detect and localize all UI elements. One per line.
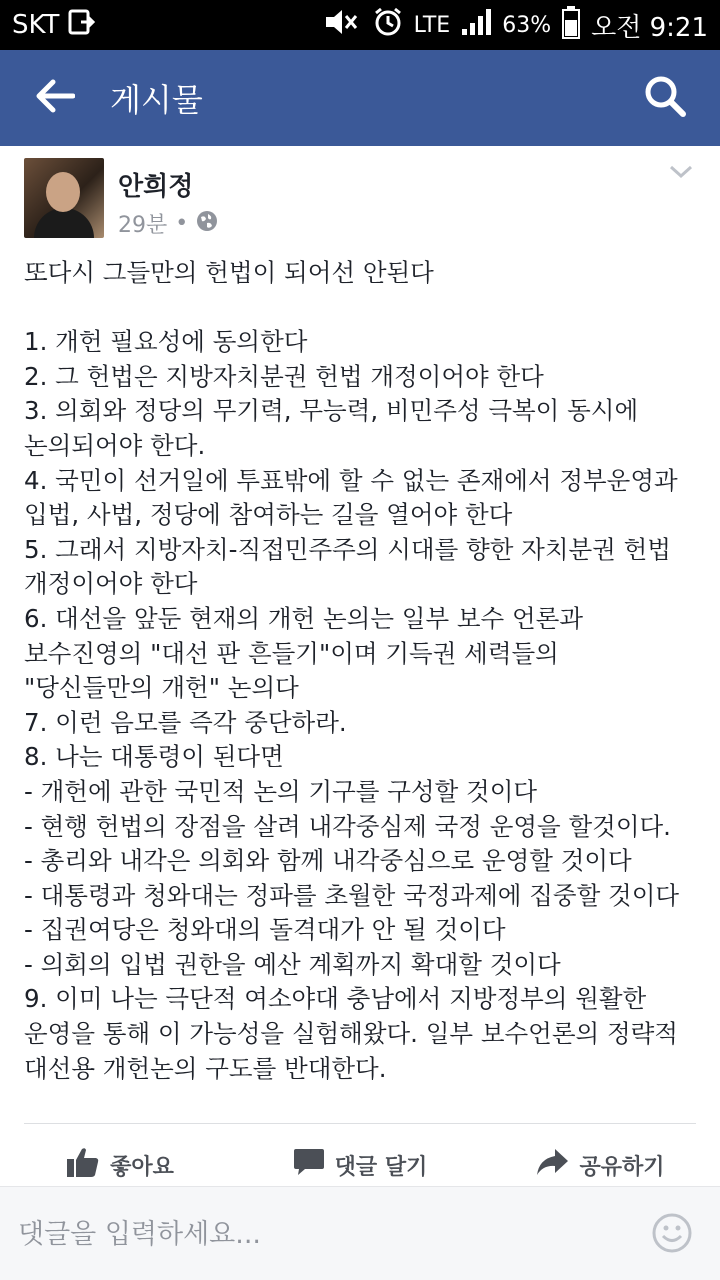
post-time[interactable]: 29분 xyxy=(118,213,168,238)
post-text-line: 5. 그래서 지방자치-직접민주주의 시대를 향한 자치분권 헌법 xyxy=(24,534,671,564)
status-left xyxy=(12,7,97,44)
post-actions xyxy=(0,1140,720,1190)
post-text-line: 입법, 사법, 정당에 참여하는 길을 열어야 한다 xyxy=(24,500,513,530)
globe-icon xyxy=(196,210,218,238)
post-text-line: 대선용 개헌논의 구도를 반대한다. xyxy=(24,1053,387,1083)
post-text-line: - 의회의 입법 권한을 예산 계획까지 확대할 것이다 xyxy=(24,949,561,979)
like-label: 좋아요 xyxy=(110,1154,174,1180)
share-button[interactable] xyxy=(480,1140,720,1190)
screen-share-icon xyxy=(67,7,97,44)
paragraph-gap xyxy=(24,291,704,326)
post-text-line: 7. 이런 음모를 즉각 중단하라. xyxy=(24,707,347,737)
battery-percent: 63% xyxy=(502,12,552,38)
post-text-line: - 집권여당은 청와대의 돌격대가 안 될 것이다 xyxy=(24,915,506,945)
divider xyxy=(24,1123,696,1124)
share-icon xyxy=(535,1147,569,1183)
post-text-line: 1. 개헌 필요성에 동의한다 xyxy=(24,327,308,357)
search-icon xyxy=(643,74,687,122)
alarm-icon xyxy=(372,6,404,45)
signal-icon xyxy=(460,7,492,44)
back-button[interactable] xyxy=(0,50,110,146)
post-text-line: 3. 의회와 정당의 무기력, 무능력, 비민주성 극복이 동시에 xyxy=(24,396,639,426)
comment-label: 댓글 달기 xyxy=(334,1154,428,1180)
comment-input[interactable] xyxy=(18,1209,618,1259)
comment-icon xyxy=(293,1147,325,1183)
post-text-line: 보수진영의 "대선 판 흔들기"이며 기득권 세력들의 xyxy=(24,638,559,668)
like-button[interactable] xyxy=(0,1140,240,1190)
post-text-line: - 총리와 내각은 의회와 함께 내각중심으로 운영할 것이다 xyxy=(24,846,632,876)
meta-separator: • xyxy=(175,211,189,236)
post-text-line: 운영을 통해 이 가능성을 실험해왔다. 일부 보수언론의 정략적 xyxy=(24,1019,678,1049)
comment-composer xyxy=(0,1186,720,1280)
app-bar xyxy=(0,50,720,146)
thumbs-up-icon xyxy=(66,1146,100,1184)
post-text-line: - 현행 헌법의 장점을 살려 내각중심제 국정 운영을 할것이다. xyxy=(24,811,671,841)
author-name[interactable]: 안희정 xyxy=(118,172,194,202)
post-text-line: - 대통령과 청와대는 정파를 초월한 국정과제에 집중할 것이다 xyxy=(24,880,680,910)
network-label: LTE xyxy=(413,12,451,38)
search-button[interactable] xyxy=(610,50,720,146)
smiley-icon xyxy=(652,1238,692,1257)
clock: 오전 9:21 xyxy=(591,12,708,43)
avatar[interactable] xyxy=(24,158,104,238)
post-text-line: 6. 대선을 앞둔 현재의 개헌 논의는 일부 보수 언론과 xyxy=(24,603,584,633)
chevron-down-icon xyxy=(668,165,694,184)
post-text-line: 또다시 그들만의 헌법이 되어선 안된다 xyxy=(24,258,434,287)
post-text-line: 2. 그 헌법은 지방자치분권 헌법 개정이어야 한다 xyxy=(24,361,544,391)
share-label: 공유하기 xyxy=(579,1154,665,1180)
post-body xyxy=(24,256,704,1086)
comment-button[interactable] xyxy=(240,1140,480,1190)
post-text-line: 개정이어야 한다 xyxy=(24,569,198,599)
post-meta xyxy=(118,208,218,239)
post-header xyxy=(0,146,720,246)
battery-icon xyxy=(561,5,581,46)
mute-icon xyxy=(322,7,362,44)
carrier-label: SKT xyxy=(12,10,60,40)
emoji-button[interactable] xyxy=(652,1213,692,1257)
page-title: 게시물 xyxy=(110,81,203,119)
status-bar xyxy=(0,0,720,50)
post-text-line: - 개헌에 관한 국민적 논의 기구를 구성할 것이다 xyxy=(24,776,538,806)
post-text-line: 논의되어야 한다. xyxy=(24,430,206,460)
post-text-line: 8. 나는 대통령이 된다면 xyxy=(24,742,284,772)
status-right xyxy=(322,5,708,46)
post-text-line: 9. 이미 나는 극단적 여소야대 충남에서 지방정부의 원활한 xyxy=(24,984,647,1014)
post-text-line: "당신들만의 개헌" 논의다 xyxy=(24,673,299,703)
post-text-line: 4. 국민이 선거일에 투표밖에 할 수 없는 존재에서 정부운영과 xyxy=(24,465,678,495)
arrow-left-icon xyxy=(35,79,75,117)
post-options-button[interactable] xyxy=(668,164,694,184)
